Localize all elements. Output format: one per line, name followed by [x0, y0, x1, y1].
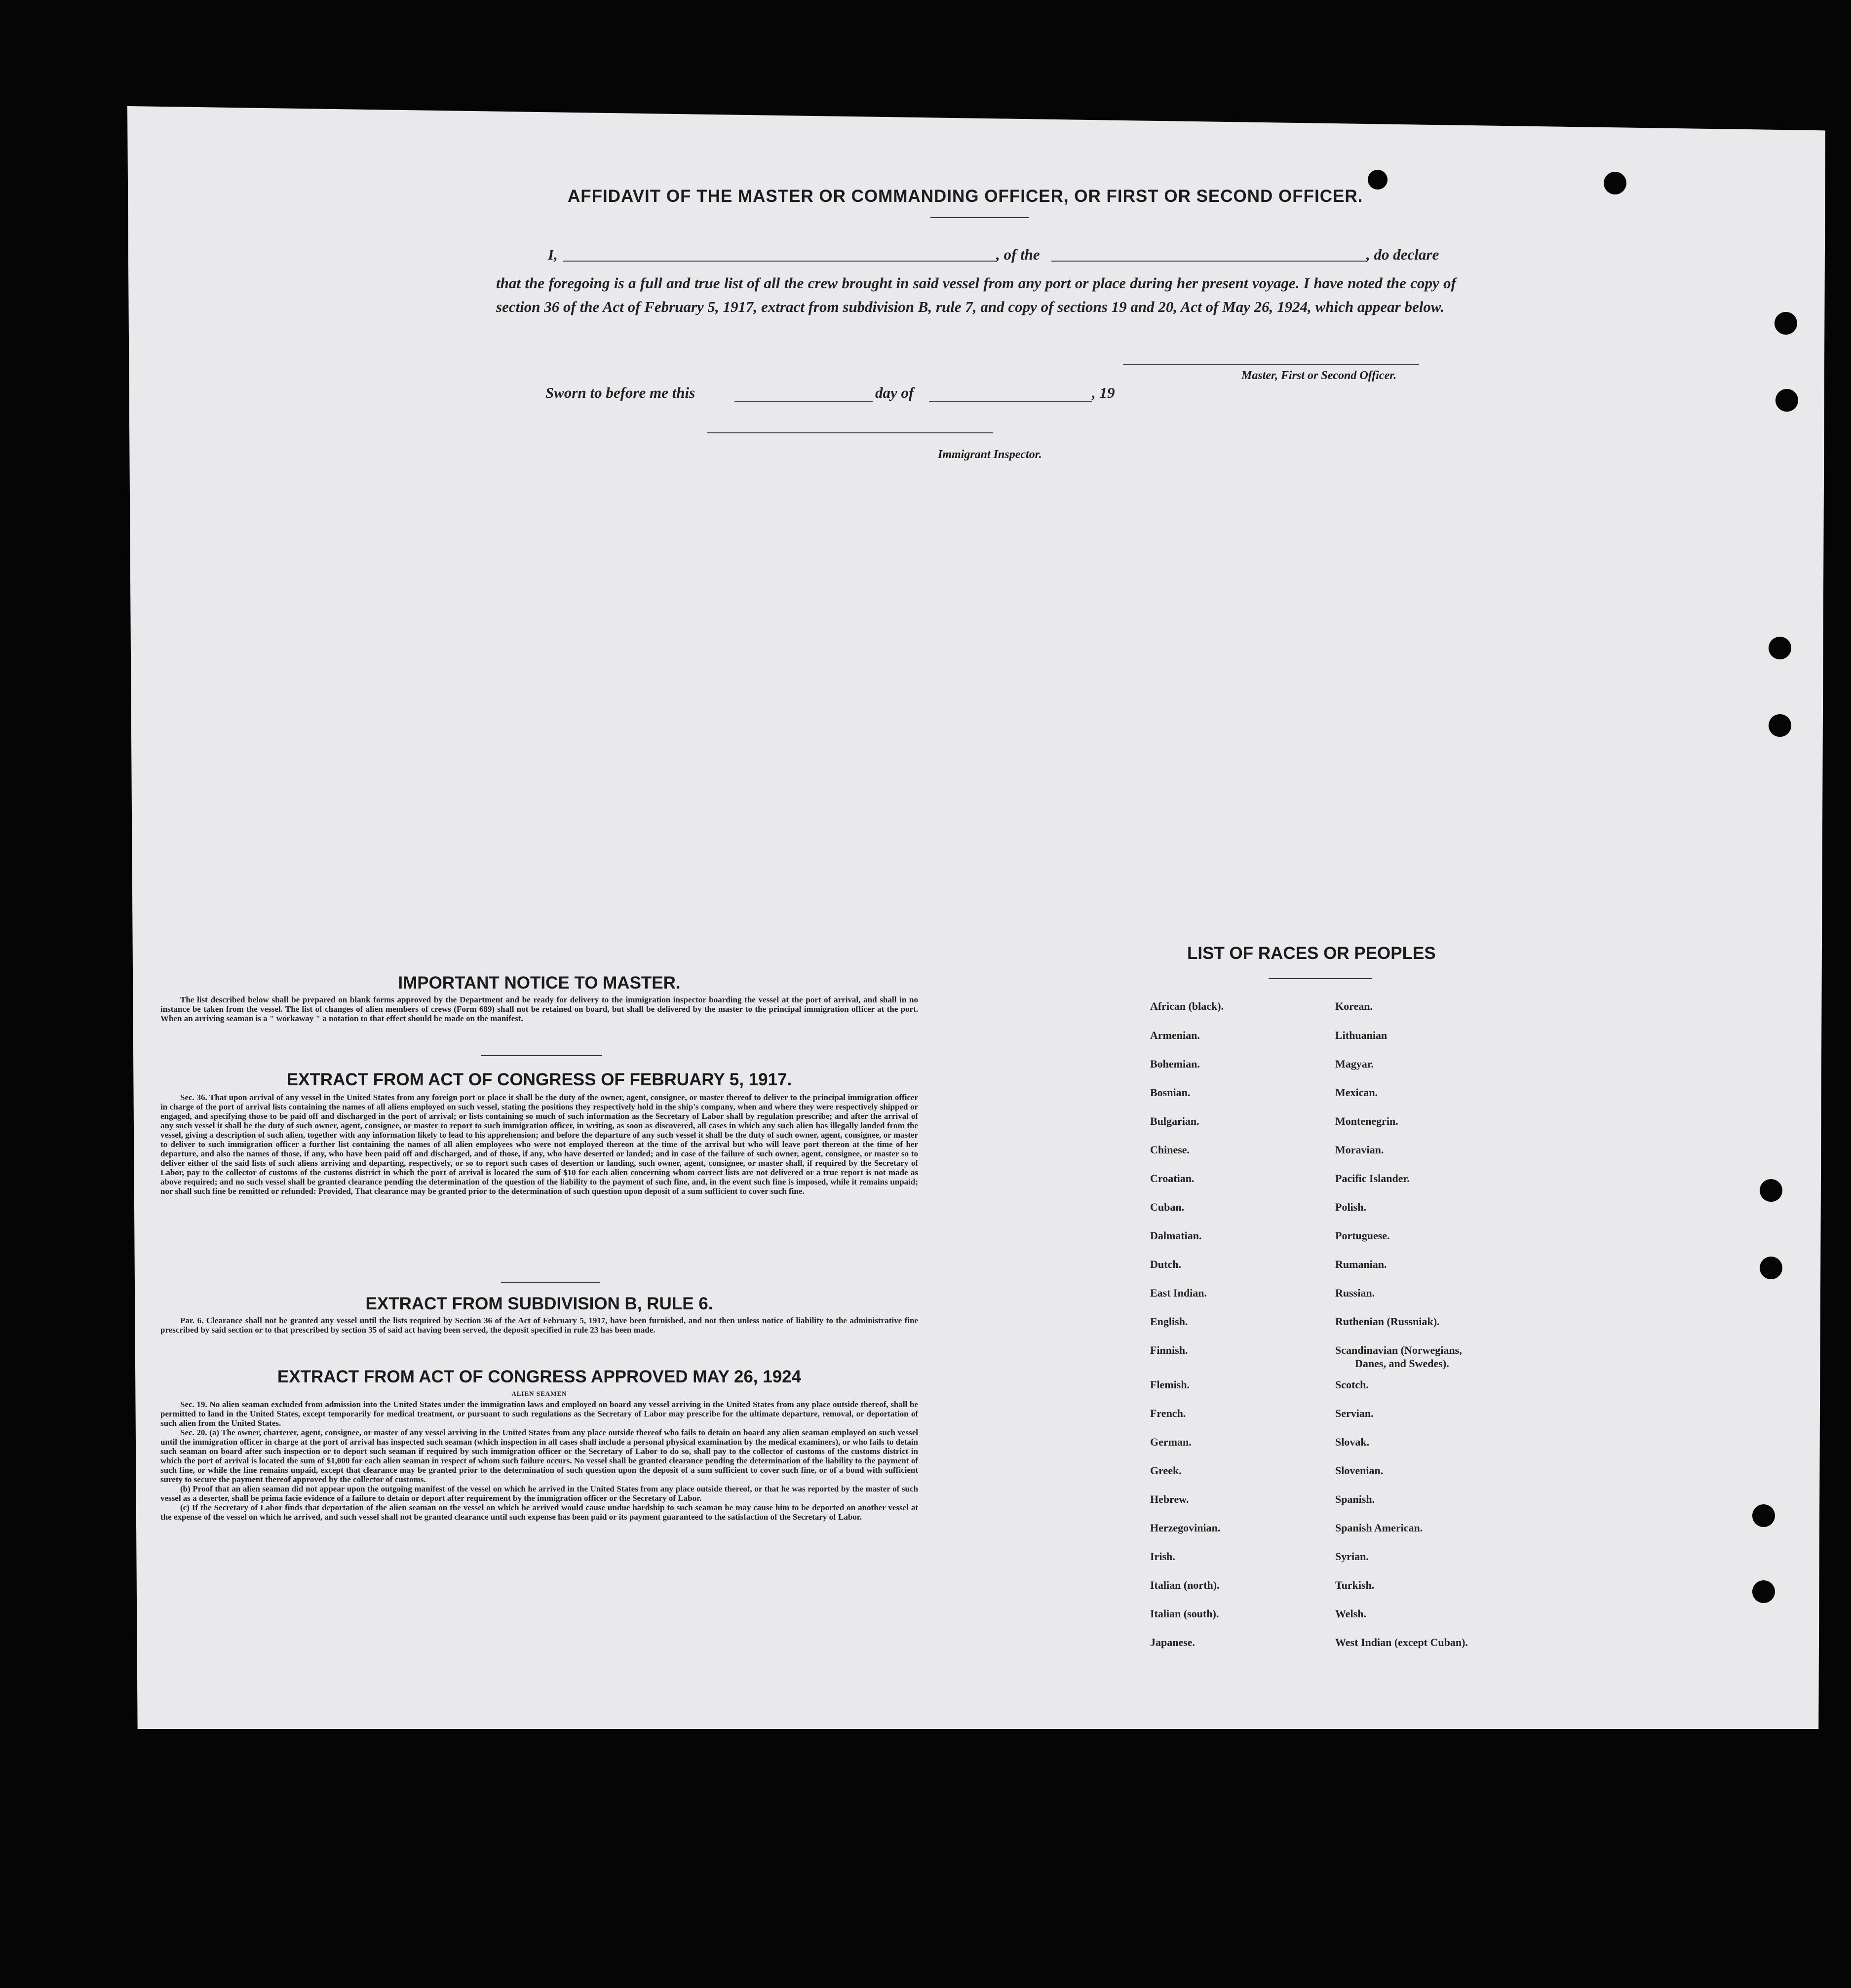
inspector-caption: Immigrant Inspector.	[938, 448, 1042, 461]
race-item: Slovak.	[1335, 1436, 1370, 1448]
extract-1924-title: EXTRACT FROM ACT OF CONGRESS APPROVED MAY 26, 1924	[277, 1367, 802, 1386]
affidavit-body: that the foregoing is a full and true list of all the crew brought in said vessel from any port or place during her present voyage. I have noted the copy of section 36 of the Act of February 5, 1917, extract from subdivision B, rule 7, and copy of sections 19 and 20, Act of May 26, 1924, which appear below.	[496, 274, 1456, 315]
race-item: Scotch.	[1335, 1378, 1369, 1391]
par-6-paragraph: Par. 6. Clearance shall not be granted any vessel until the lists required by Section 36 of the Act of February 5, 1917, have been furnished, and not then unless notice of liability to the administrative fine prescribed by said section or to that prescribed by section 35 of said act having been served, the deposit specified in rule 23 has been made.	[160, 1316, 918, 1335]
race-item: Dutch.	[1150, 1258, 1181, 1270]
race-item: Mexican.	[1335, 1086, 1378, 1099]
extract-rule6-section	[160, 1294, 918, 1335]
race-item: Armenian.	[1150, 1029, 1200, 1041]
inspector-signature-line[interactable]	[707, 432, 993, 433]
vessel-name-line[interactable]	[1051, 261, 1367, 262]
race-item: Japanese.	[1150, 1636, 1195, 1648]
race-item: Bulgarian.	[1150, 1115, 1199, 1127]
race-item: Slovenian.	[1335, 1464, 1384, 1477]
race-item: Dalmatian.	[1150, 1229, 1202, 1242]
race-item: Magyar.	[1335, 1058, 1374, 1070]
race-item: Portuguese.	[1335, 1229, 1390, 1242]
declare-label: , do declare	[1366, 246, 1439, 263]
sworn-month-line[interactable]	[929, 401, 1092, 402]
race-item: Bosnian.	[1150, 1086, 1191, 1099]
alien-seamen-subtitle: ALIEN SEAMEN	[511, 1390, 567, 1397]
race-item: Syrian.	[1335, 1550, 1369, 1563]
race-item: Korean.	[1335, 1000, 1373, 1012]
day-of-label: day of	[875, 384, 914, 401]
notice-section	[160, 973, 918, 1023]
affiant-label: I,	[548, 246, 558, 263]
notice-title: IMPORTANT NOTICE TO MASTER.	[398, 973, 681, 993]
punch-hole	[1760, 1257, 1782, 1279]
extract-1917-title: EXTRACT FROM ACT OF CONGRESS OF FEBRUARY 5, 1917.	[286, 1070, 792, 1089]
race-item: Moravian.	[1335, 1144, 1384, 1156]
extract-1917-section	[160, 1070, 918, 1196]
race-item: Chinese.	[1150, 1144, 1190, 1156]
race-item: Pacific Islander.	[1335, 1172, 1410, 1185]
punch-hole	[1752, 1580, 1775, 1603]
race-item: African (black).	[1150, 1000, 1224, 1012]
notice-body	[160, 995, 918, 1023]
extract-1917-body	[160, 1093, 918, 1196]
race-item: Cuban.	[1150, 1201, 1185, 1213]
race-item: Finnish.	[1150, 1344, 1188, 1356]
race-item-continuation: Danes, and Swedes).	[1355, 1357, 1449, 1370]
race-item: Greek.	[1150, 1464, 1182, 1477]
punch-hole	[1775, 389, 1798, 412]
extract-1924-section	[160, 1367, 918, 1522]
race-item: Herzegovinian.	[1150, 1522, 1221, 1534]
race-item: Servian.	[1335, 1407, 1374, 1419]
punch-hole	[1769, 637, 1791, 659]
race-item: West Indian (except Cuban).	[1335, 1636, 1468, 1648]
races-divider	[1269, 978, 1372, 979]
punch-hole	[1774, 312, 1797, 335]
race-item: Ruthenian (Russniak).	[1335, 1315, 1440, 1328]
race-item: English.	[1150, 1315, 1188, 1328]
punch-hole	[1604, 172, 1626, 194]
race-item: Scandinavian (Norwegians,	[1335, 1344, 1462, 1356]
sworn-label: Sworn to before me this	[545, 384, 695, 401]
race-item: French.	[1150, 1407, 1186, 1419]
section-divider	[481, 1055, 602, 1056]
of-the-label: , of the	[996, 246, 1040, 263]
officer-signature-line[interactable]	[1123, 364, 1419, 365]
race-item: Bohemian.	[1150, 1058, 1200, 1070]
sec-19-paragraph: Sec. 19. No alien seaman excluded from admission into the United States under the immigration laws and employed on board any vessel arriving in the United States from any place outside thereof, shall be permitted to land in the United States, except temporarily for medical treatment, or pursuant to such regulations as the Secretary of Labor may prescribe for the ultimate departure, removal, or deportation of such alien from the United States.	[160, 1400, 918, 1428]
race-item: Irish.	[1150, 1550, 1175, 1563]
punch-hole	[1769, 714, 1791, 737]
race-item: Croatian.	[1150, 1172, 1195, 1185]
race-item: Spanish American.	[1335, 1522, 1423, 1534]
extract-1924-body	[160, 1400, 918, 1522]
sec-36-paragraph: Sec. 36. That upon arrival of any vessel in the United States from any foreign port or place it shall be the duty of the owner, agent, consignee, or master thereof to deliver to the principal immigration officer in charge of the port of arrival lists containing the names of all aliens employed on such vessel, stating the positions they respectively hold in the ship's company, when and where they were respectively shipped or engaged, and specifying those to be paid off and discharged in the port of arrival; or lists containing so much of such information as the Secretary of Labor shall by regulation prescribe; and after the arrival of any such vessel it shall be the duty of such owner, agent, consignee, or master to report to such immigration officer, in writing, as soon as discovered, all cases in which any such alien has illegally landed from the vessel, giving a description of such alien, together with any information likely to lead to his apprehension; and before the departure of any such vessel it shall be the duty of such owner, agent, consignee, or master to deliver to such immigration officer a further list containing the names of all alien employees who were not employed thereon at the time of the arrival but who will leave port thereon at the time of her departure, and also the names of those, if any, who have been paid off and discharged, and of those, if any, who have deserted or landed; and in case of the failure of such owner, agent, consignee, or master so to deliver either of the said lists of such aliens arriving and departing, respectively, or so to report such cases of desertion or landing, such owner, agent, consignee, or master shall, if required by the Secretary of Labor, pay to the collector of customs of the customs district in which the port of arrival is located the sum of $10 for each alien concerning whom correct lists are not delivered or a true report is not made as above required; and no such vessel shall be granted clearance pending the determination of the question of the liability to the payment of such fine, and, in the event such fine is imposed, while it remains unpaid; nor shall such fine be remitted or refunded: Provided, That clearance may be granted prior to the determination of such question upon deposit of a sum sufficient to cover such fine.	[160, 1093, 918, 1196]
race-item: Spanish.	[1335, 1493, 1375, 1505]
extract-rule6-body	[160, 1316, 918, 1335]
sec-20b-paragraph: (b) Proof that an alien seaman did not appear upon the outgoing manifest of the vessel on which he arrived in the United States from any place outside thereof, or that he was reported by the master of such vessel as a deserter, shall be prima facie evidence of a failure to detain or deport after requirement by the immigration officer or the Secretary of Labor.	[160, 1484, 918, 1503]
sec-20c-paragraph: (c) If the Secretary of Labor finds that deportation of the alien seaman on the vessel on which he arrived would cause undue hardship to such seaman he may cause him to be deported on another vessel at the expense of the vessel on which he arrived, and such vessel shall not be granted clearance until such expense has been paid or its payment guaranteed to the satisfaction of the Secretary of Labor.	[160, 1503, 918, 1522]
section-divider	[501, 1282, 600, 1283]
race-item: Italian (north).	[1150, 1579, 1220, 1591]
officer-caption: Master, First or Second Officer.	[1241, 369, 1397, 382]
race-item: German.	[1150, 1436, 1192, 1448]
race-item: Flemish.	[1150, 1378, 1190, 1391]
race-item: Rumanian.	[1335, 1258, 1387, 1270]
punch-hole	[1752, 1504, 1775, 1527]
race-item: Polish.	[1335, 1201, 1366, 1213]
notice-paragraph: The list described below shall be prepared on blank forms approved by the Department and be ready for delivery to the immigration inspector boarding the vessel at the port of arrival, and shall in no instance be taken from the vessel. The list of changes of alien members of crews (Form 689) shall not be retained on board, but shall be delivered by the master to the principal immigration officer at the port. When an arriving seaman is a " workaway " a notation to that effect should be made on the manifest.	[160, 995, 918, 1023]
race-item: Welsh.	[1335, 1607, 1366, 1620]
race-item: East Indian.	[1150, 1287, 1207, 1299]
race-item: Montenegrin.	[1335, 1115, 1398, 1127]
race-item: Turkish.	[1335, 1579, 1375, 1591]
sworn-day-line[interactable]	[734, 401, 873, 402]
race-item: Hebrew.	[1150, 1493, 1189, 1505]
race-item: Italian (south).	[1150, 1607, 1219, 1620]
punch-hole	[1760, 1179, 1782, 1202]
race-item: Russian.	[1335, 1287, 1375, 1299]
punch-hole	[1368, 170, 1388, 190]
extract-rule6-title: EXTRACT FROM SUBDIVISION B, RULE 6.	[365, 1294, 713, 1313]
year-label: , 19	[1092, 384, 1115, 401]
affiant-name-line[interactable]	[563, 261, 997, 262]
sec-20a-paragraph: Sec. 20. (a) The owner, charterer, agent, consignee, or master of any vessel arriving in the United States from any place outside thereof who fails to detain on board any alien seaman employed on such vessel until the immigration officer in charge at the port of arrival has inspected such seaman (which inspection in all cases shall include a personal physical examination by the medical examiners), or who fails to detain such seaman on board after such inspection or to deport such seaman if required by such immigration officer or the Secretary of Labor to do so, shall pay to the collector of customs of the customs district in which the port of arrival is located the sum of $1,000 for each alien seaman in respect of whom such failure occurs. No vessel shall be granted clearance pending the determination of the liability to the payment of such fine, or while the fine remains unpaid, except that clearance may be granted prior to the determination of such question upon the deposit of a sum sufficient to cover such fine, or of a bond with sufficient surety to secure the payment thereof approved by the collector of customs.	[160, 1428, 918, 1484]
title-divider	[930, 217, 1029, 218]
races-title: LIST OF RACES OR PEOPLES	[1187, 944, 1436, 963]
affidavit-title: AFFIDAVIT OF THE MASTER OR COMMANDING OFFICER, OR FIRST OR SECOND OFFICER.	[568, 187, 1363, 206]
race-item: Lithuanian	[1335, 1029, 1388, 1041]
